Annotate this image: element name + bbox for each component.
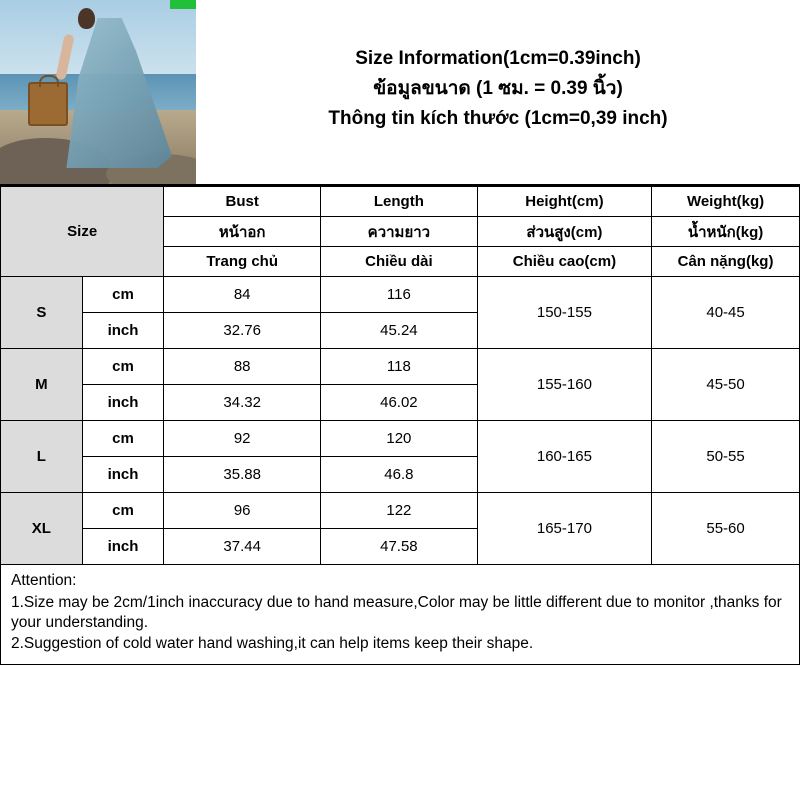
green-marker: [170, 0, 196, 9]
bottom-spacer: [0, 665, 800, 727]
title-english: Size Information(1cm=0.39inch): [355, 48, 641, 70]
bust-inch-m: 34.32: [164, 385, 321, 421]
length-cm-m: 118: [321, 349, 478, 385]
unit-cm-s: cm: [82, 277, 164, 313]
length-inch-xl: 47.58: [321, 529, 478, 565]
attention-line-1: 1.Size may be 2cm/1inch inaccuracy due to hand measure,Color may be little different due to monitor ,thanks for your understanding.: [11, 593, 782, 631]
bust-cm-l: 92: [164, 421, 321, 457]
attention-block: [0, 565, 800, 665]
header-height-vi: Chiều cao(cm): [477, 247, 651, 277]
unit-inch-xl: inch: [82, 529, 164, 565]
title-thai: ข้อมูลขนาด (1 ซม. = 0.39 นิ้ว): [373, 78, 623, 100]
unit-inch-m: inch: [82, 385, 164, 421]
title-vietnamese: Thông tin kích thước (1cm=0,39 inch): [328, 107, 668, 129]
title-block: [196, 0, 800, 184]
length-cm-s: 116: [321, 277, 478, 313]
bust-cm-m: 88: [164, 349, 321, 385]
header-height-en: Height(cm): [477, 187, 651, 217]
length-inch-s: 45.24: [321, 313, 478, 349]
bust-cm-s: 84: [164, 277, 321, 313]
weight-xl: 55-60: [652, 493, 800, 565]
table-row: [1, 421, 800, 457]
attention-heading: Attention:: [11, 572, 77, 589]
header-bust-vi: Trang chủ: [164, 247, 321, 277]
table-header-row-english: [1, 187, 800, 217]
header-weight-th: น้ำหนัก(kg): [652, 217, 800, 247]
unit-inch-s: inch: [82, 313, 164, 349]
length-cm-xl: 122: [321, 493, 478, 529]
header-length-en: Length: [321, 187, 478, 217]
header-length-th: ความยาว: [321, 217, 478, 247]
suitcase-icon: [28, 82, 68, 126]
height-xl: 165-170: [477, 493, 651, 565]
unit-cm-m: cm: [82, 349, 164, 385]
row-size-label-xl: XL: [1, 493, 83, 565]
product-photo: [0, 0, 196, 184]
unit-inch-l: inch: [82, 457, 164, 493]
size-header-cell: Size: [1, 187, 164, 277]
height-l: 160-165: [477, 421, 651, 493]
unit-cm-xl: cm: [82, 493, 164, 529]
table-row: [1, 277, 800, 313]
header-weight-vi: Cân nặng(kg): [652, 247, 800, 277]
model-head-shape: [78, 8, 95, 29]
header-height-th: ส่วนสูง(cm): [477, 217, 651, 247]
row-size-label-l: L: [1, 421, 83, 493]
size-table: [0, 186, 800, 565]
header-weight-en: Weight(kg): [652, 187, 800, 217]
attention-line-2: 2.Suggestion of cold water hand washing,it can help items keep their shape.: [11, 635, 534, 653]
length-inch-l: 46.8: [321, 457, 478, 493]
table-row: [1, 493, 800, 529]
row-size-label-m: M: [1, 349, 83, 421]
length-inch-m: 46.02: [321, 385, 478, 421]
weight-l: 50-55: [652, 421, 800, 493]
header-bust-en: Bust: [164, 187, 321, 217]
length-cm-l: 120: [321, 421, 478, 457]
row-size-label-s: S: [1, 277, 83, 349]
bust-inch-xl: 37.44: [164, 529, 321, 565]
header-bust-th: หน้าอก: [164, 217, 321, 247]
height-m: 155-160: [477, 349, 651, 421]
header-length-vi: Chiều dài: [321, 247, 478, 277]
unit-cm-l: cm: [82, 421, 164, 457]
bust-inch-s: 32.76: [164, 313, 321, 349]
bust-cm-xl: 96: [164, 493, 321, 529]
header: [0, 0, 800, 186]
height-s: 150-155: [477, 277, 651, 349]
weight-m: 45-50: [652, 349, 800, 421]
weight-s: 40-45: [652, 277, 800, 349]
bust-inch-l: 35.88: [164, 457, 321, 493]
table-row: [1, 349, 800, 385]
